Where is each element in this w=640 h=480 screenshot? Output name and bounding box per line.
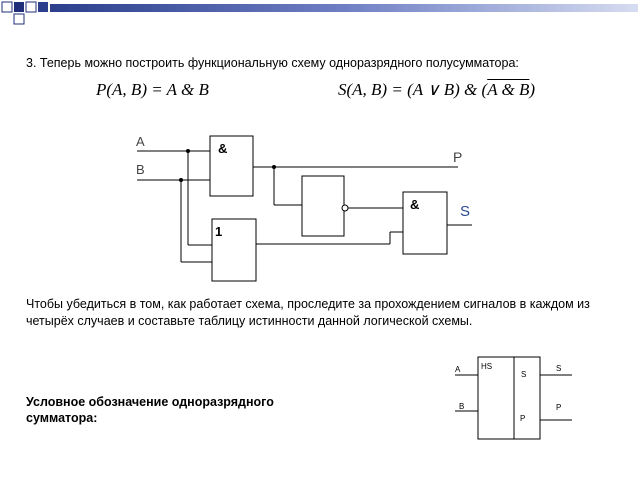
section-heading: 3. Теперь можно построить функциональную схему одноразрядного полусумматора:: [26, 56, 519, 70]
junction-dot: [179, 178, 183, 182]
adder-caption: Условное обозначение одноразрядного сумматора:: [26, 395, 274, 425]
formula-s-suffix: ): [529, 80, 536, 99]
gate-not: [302, 176, 344, 236]
label-input-b: B: [136, 162, 145, 177]
label-gate-and1: &: [218, 141, 228, 156]
formula-s-prefix: S(A, B) = (A ∨ B) & (: [338, 80, 488, 99]
adder-title: HS: [481, 362, 493, 371]
label-gate-or: 1: [215, 224, 223, 239]
adder-out-p: P: [556, 403, 562, 412]
junction-dot: [272, 165, 276, 169]
adder-out-s: S: [556, 364, 562, 373]
instruction-note: Чтобы убедиться в том, как работает схема, проследите за прохождением сигналов в каждом из четырёх случаев и составьте таблицу истинности данной логической схемы.: [26, 297, 590, 328]
adder-pin-s: S: [521, 370, 527, 379]
inversion-bubble: [342, 205, 348, 211]
label-output-s: S: [460, 203, 471, 220]
formula-s-overline: A & B: [487, 80, 530, 99]
formula-p: P(A, B) = A & B: [96, 80, 209, 99]
label-output-p: P: [453, 149, 463, 165]
label-input-a: A: [136, 134, 145, 149]
adder-pin-p: P: [520, 414, 526, 423]
adder-label-b: B: [459, 402, 465, 411]
gate-and1: [210, 136, 253, 196]
junction-dot: [186, 149, 190, 153]
adder-label-a: A: [455, 365, 461, 374]
label-gate-and2: &: [410, 197, 420, 212]
